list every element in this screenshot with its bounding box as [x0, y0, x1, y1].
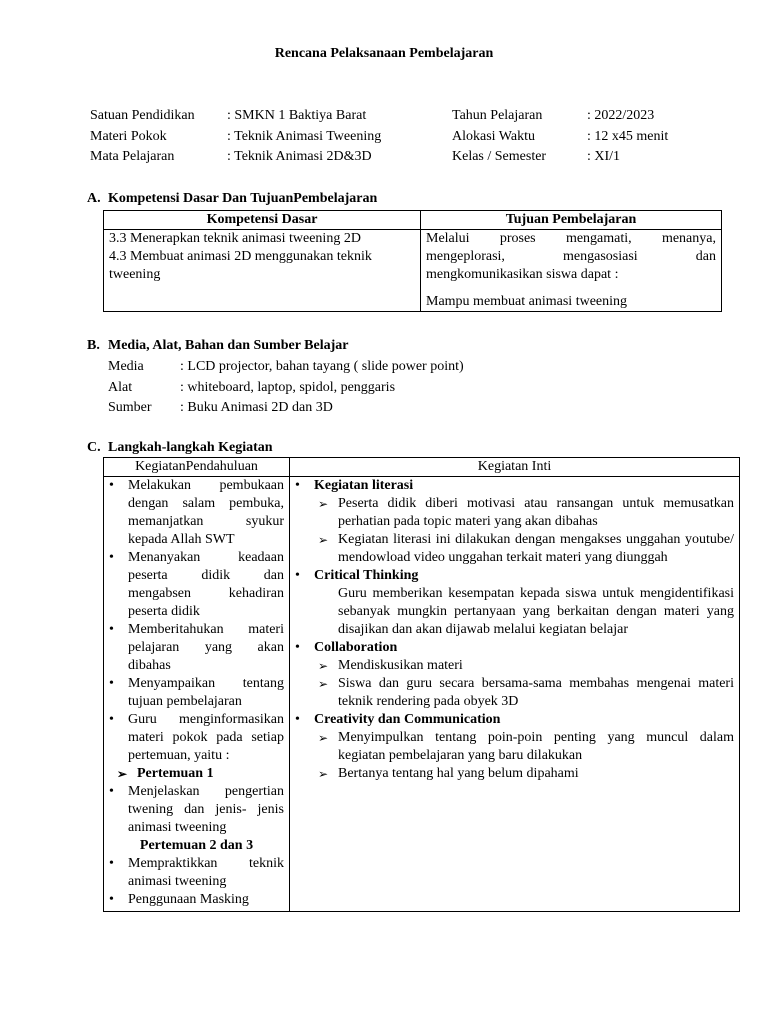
inti-group [295, 567, 734, 639]
column-header: Kompetensi Dasar [104, 211, 421, 230]
info-label: Tahun Pelajaran [452, 108, 543, 123]
kompetensi-table [103, 210, 722, 312]
kd-item: 4.3 Membuat animasi 2D menggunakan teknik tweening [109, 249, 372, 282]
media-label: Alat [108, 379, 133, 395]
media-row [108, 398, 464, 419]
info-left [90, 106, 381, 168]
arrow-item: ➢ Menyimpulkan tentang poin-poin penting yang muncul dalam kegiatan pembelajaran yang baru dilakukan [314, 729, 734, 765]
section-title: Media, Alat, Bahan dan Sumber Belajar [108, 338, 349, 353]
section-letter: C. [87, 440, 101, 455]
info-label: Alokasi Waktu [452, 128, 535, 144]
inti-list [295, 477, 734, 783]
pertemuan-1-list [109, 783, 284, 837]
list-item: • Penggunaan Masking [109, 891, 284, 909]
pendahuluan-cell [104, 477, 290, 912]
info-label: Materi Pokok [90, 128, 167, 144]
info-row [452, 127, 668, 148]
list-item: • Menjelaskan pengertian twening dan jenis- jenis animasi tweening [109, 783, 284, 837]
list-item: • Guru menginformasikan materi pokok pada setiap pertemuan, yaitu : [109, 711, 284, 765]
kd-item: 3.3 Menerapkan teknik animasi tweening 2D [109, 231, 361, 246]
section-letter: A. [87, 191, 101, 206]
info-value: : 12 x45 menit [587, 128, 669, 144]
info-value: : XI/1 [587, 149, 621, 164]
column-header: Tujuan Pembelajaran [421, 211, 722, 230]
media-label: Sumber [108, 400, 152, 415]
arrow-item: ➢ Siswa dan guru secara bersama-sama membahas mengenai materi teknik rendering pada obyek 3D [314, 675, 734, 711]
media-label: Media [108, 359, 144, 374]
group-title: • Collaboration [314, 640, 398, 655]
pertemuan-2-heading: Pertemuan 2 dan 3 [139, 838, 254, 853]
inti-group [295, 477, 734, 567]
section-a-heading [87, 191, 377, 207]
group-title: • Critical Thinking [314, 568, 419, 583]
column-header: Kegiatan Inti [290, 458, 740, 477]
group-title: • Creativity dan Communication [314, 712, 501, 727]
section-b-heading [87, 338, 349, 354]
info-value: : 2022/2023 [587, 108, 655, 123]
info-label: Mata Pelajaran [90, 149, 175, 164]
arrow-item: ➢ Bertanya tentang hal yang belum dipahami [314, 765, 734, 783]
document-title: Rencana Pelaksanaan Pembelajaran [274, 46, 494, 61]
info-label: Satuan Pendidikan [90, 108, 195, 123]
section-letter: B. [87, 338, 100, 353]
tujuan-cell [421, 230, 722, 312]
list-item: • Memberitahukan materi pelajaran yang akan dibahas [109, 621, 284, 675]
media-value: : Buku Animasi 2D dan 3D [180, 400, 333, 415]
table-row [104, 477, 740, 912]
tujuan-text: Melalui proses mengamati, menanya, mengeplorasi, mengasosiasi dan mengkomunikasikan siswa dapat : [426, 231, 716, 282]
media-value: : LCD projector, bahan tayang ( slide power point) [180, 359, 464, 374]
tujuan-text: Mampu membuat animasi tweening [426, 294, 628, 309]
kegiatan-table [103, 457, 740, 912]
table-header-row [104, 211, 722, 230]
arrow-item: ➢ Kegiatan literasi ini dilakukan dengan mengakses unggahan youtube/ mendowload video unggahan terkait materi yang diunggah [314, 531, 734, 567]
info-row [90, 106, 381, 127]
pertemuan-1-heading: ➢ Pertemuan 1 [113, 765, 284, 783]
media-row [108, 378, 464, 399]
group-text: Guru memberikan kesempatan kepada siswa untuk mengidentifikasi sebanyak mungkin pertanyaan yang berkaitan dengan materi yang disajikan dan akan dijawab melalui kegiatan belajar [338, 586, 734, 637]
group-title: • Kegiatan literasi [314, 478, 414, 493]
inti-group [295, 711, 734, 783]
info-row [90, 147, 381, 168]
inti-cell [290, 477, 740, 912]
list-item: • Mempraktikkan teknik animasi tweening [109, 855, 284, 891]
arrow-item: ➢ Mendiskusikan materi [314, 657, 734, 675]
column-header: KegiatanPendahuluan [104, 458, 290, 477]
kd-cell [104, 230, 421, 312]
list-item: • Melakukan pembukaan dengan salam pembuka, memanjatkan syukur kepada Allah SWT [109, 477, 284, 549]
section-title: Kompetensi Dasar Dan TujuanPembelajaran [108, 191, 378, 206]
media-row [108, 357, 464, 378]
info-value: : SMKN 1 Baktiya Barat [227, 108, 367, 123]
info-value: : Teknik Animasi Tweening [227, 128, 382, 144]
arrow-item: ➢ Peserta didik diberi motivasi atau ransangan untuk memusatkan perhatian pada topic materi yang akan dibahas [314, 495, 734, 531]
pendahuluan-list [109, 477, 284, 765]
inti-group [295, 639, 734, 711]
info-label: Kelas / Semester [452, 149, 547, 164]
list-item: • Menyampaikan tentang tujuan pembelajaran [109, 675, 284, 711]
info-row [90, 127, 381, 148]
media-list [108, 357, 464, 419]
section-c-heading [87, 440, 273, 456]
section-title: Langkah-langkah Kegiatan [108, 440, 273, 455]
info-row [452, 106, 668, 127]
table-header-row [104, 458, 740, 477]
table-row [104, 230, 722, 312]
pertemuan-2-list [109, 855, 284, 909]
info-right [452, 106, 668, 168]
media-value: : whiteboard, laptop, spidol, penggaris [180, 379, 396, 395]
list-item: • Menanyakan keadaan peserta didik dan mengabsen kehadiran peserta didik [109, 549, 284, 621]
info-row [452, 147, 668, 168]
info-value: : Teknik Animasi 2D&3D [227, 149, 372, 164]
